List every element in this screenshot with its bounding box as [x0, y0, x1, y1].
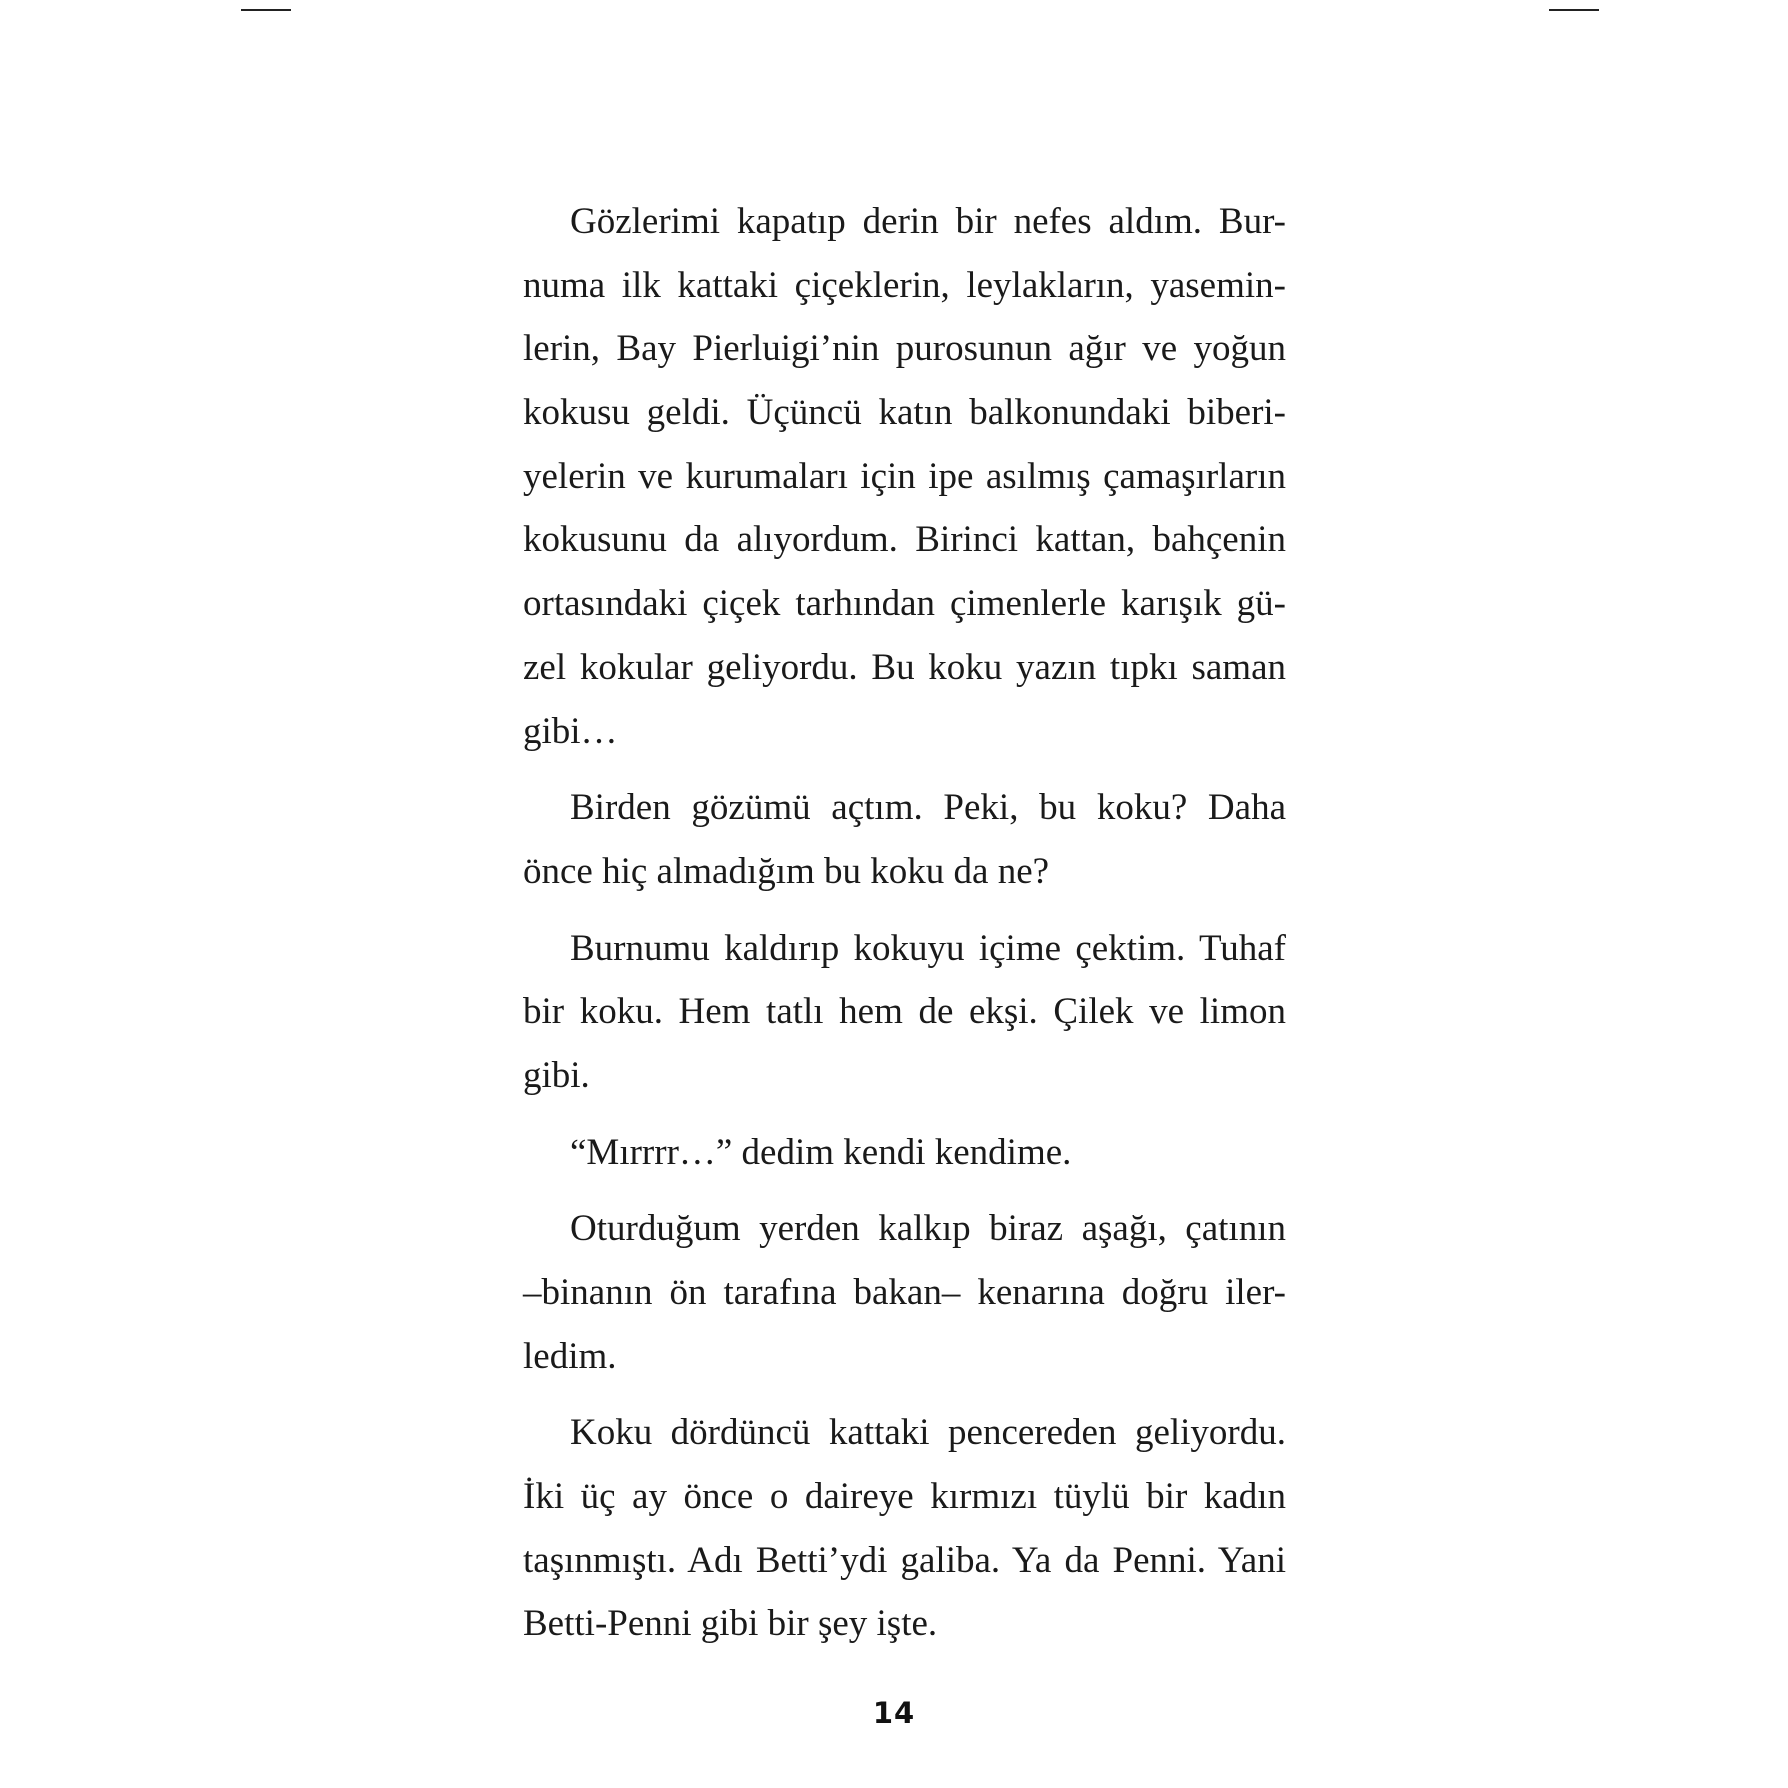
- text-line: “Mırrrr…” dedim kendi kendime.: [570, 1131, 1072, 1173]
- text-line: kokusunu da alıyordum. Birinci kattan, bahçenin: [523, 519, 1286, 561]
- text-line: İki üç ay önce o daireye kırmızı tüylü bir kadın: [523, 1476, 1286, 1518]
- text-line: Burnumu kaldırıp kokuyu içime çektim. Tuhaf: [570, 927, 1286, 969]
- paragraph: [523, 1197, 1286, 1388]
- paragraph: [523, 1121, 1286, 1185]
- text-line: zel kokular geliyordu. Bu koku yazın tıpkı saman: [523, 646, 1286, 688]
- text-line: ledim.: [523, 1335, 617, 1377]
- paragraph: [523, 917, 1286, 1108]
- text-line: Birden gözümü açtım. Peki, bu koku? Daha: [570, 787, 1286, 829]
- page-number: 14: [872, 1696, 916, 1730]
- text-line: –binanın ön tarafına bakan– kenarına doğru iler-: [523, 1272, 1286, 1313]
- text-line: Gözlerimi kapatıp derin bir nefes aldım. Bur-: [570, 201, 1286, 242]
- crop-mark-left: [241, 9, 291, 11]
- text-line: yelerin ve kurumaları için ipe asılmış çamaşırların: [523, 455, 1286, 497]
- text-line: Koku dördüncü kattaki pencereden geliyordu.: [570, 1412, 1286, 1454]
- text-line: önce hiç almadığım bu koku da ne?: [523, 850, 1050, 892]
- text-line: gibi.: [523, 1054, 590, 1096]
- text-line: ortasındaki çiçek tarhından çimenlerle karışık gü-: [523, 583, 1286, 625]
- text-line: Betti-Penni gibi bir şey işte.: [523, 1603, 938, 1645]
- text-line: Oturduğum yerden kalkıp biraz aşağı, çatının: [570, 1208, 1286, 1250]
- crop-mark-right: [1549, 9, 1599, 11]
- text-line: lerin, Bay Pierluigi’nin purosunun ağır ve yoğun: [523, 328, 1286, 370]
- paragraph: [523, 190, 1286, 763]
- text-line: kokusu geldi. Üçüncü katın balkonundaki biberi-: [523, 392, 1286, 434]
- text-line: gibi…: [523, 710, 618, 752]
- text-line: numa ilk kattaki çiçeklerin, leylakların, yasemin-: [523, 264, 1286, 306]
- body-text: [523, 190, 1286, 1656]
- paragraph: [523, 776, 1286, 903]
- paragraph: [523, 1401, 1286, 1656]
- text-line: bir koku. Hem tatlı hem de ekşi. Çilek ve limon: [523, 991, 1286, 1033]
- text-line: taşınmıştı. Adı Betti’ydi galiba. Ya da Penni. Yani: [523, 1539, 1286, 1581]
